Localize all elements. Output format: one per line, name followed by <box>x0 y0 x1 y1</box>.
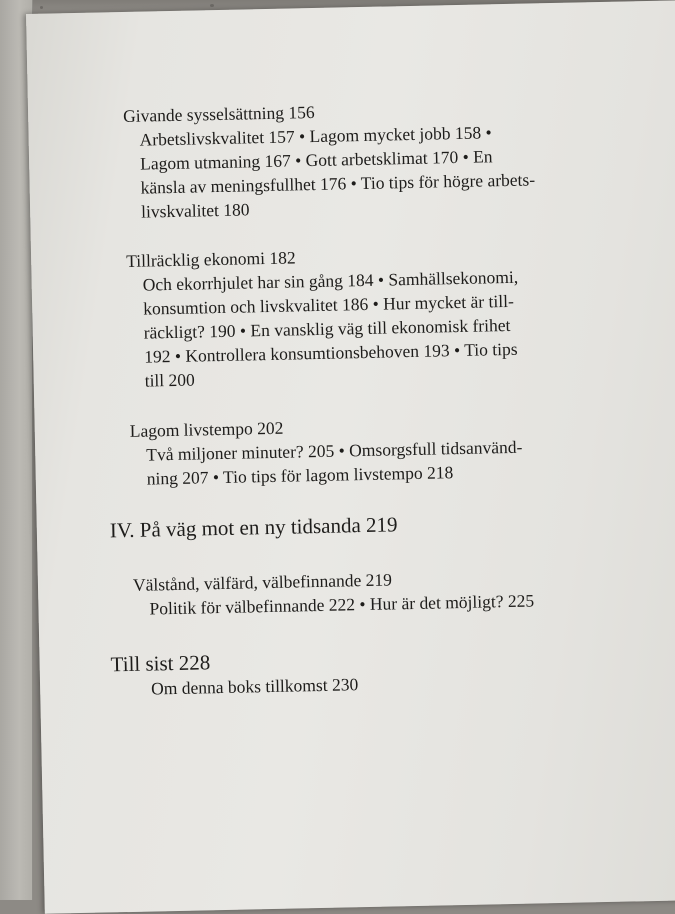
section-title: Lagom livstempo 202 <box>129 417 284 441</box>
table-of-contents <box>109 92 675 701</box>
section-title: Välstånd, välfärd, välbefinnande 219 <box>132 569 393 595</box>
subentry-line: Politik för välbefinnande 222 • Hur är det möjligt? 225 <box>149 590 535 619</box>
subentry-line: Och ekorrhjulet har sin gång 184 • Samhällsekonomi, <box>142 266 519 295</box>
part-title: Till sist 228 <box>110 650 211 677</box>
toc-section-tillracklig-ekonomi <box>126 237 675 393</box>
toc-section-valstand <box>133 561 675 621</box>
part-title: IV. På väg mot en ny tidsanda 219 <box>109 512 398 543</box>
toc-section-givande-sysselsattning <box>123 92 675 224</box>
toc-section-till-sist <box>110 639 675 701</box>
section-title: Givande sysselsättning 156 <box>122 101 315 126</box>
subentry-line: Arbetslivskvalitet 157 • Lagom mycket jobb 158 • <box>139 122 492 150</box>
section-title: Tillräcklig ekonomi 182 <box>125 247 296 271</box>
book-page <box>26 0 675 914</box>
subentry-line: 192 • Kontrollera konsumtionsbehoven 193 • Tio tips <box>143 338 518 367</box>
subentry-line: konsumtion och livskvalitet 186 • Hur mycket är till- <box>142 290 514 319</box>
toc-section-lagom-livstempo <box>130 407 675 491</box>
section-subentries <box>142 261 675 392</box>
subentry-line: ning 207 • Tio tips för lagom livstempo 218 <box>146 462 454 489</box>
toc-part-iv <box>109 505 675 543</box>
subentry-line: känsla av meningsfullhet 176 • Tio tips för högre arbets- <box>140 169 536 198</box>
subentry-line: Två miljoner minuter? 205 • Omsorgsfull tidsanvänd- <box>146 436 523 465</box>
subentry-line: Lagom utmaning 167 • Gott arbetsklimat 170 • En <box>139 146 493 174</box>
subentry-line: till 200 <box>144 369 195 391</box>
section-subentries <box>146 431 675 490</box>
subentry-line: räckligt? 190 • En vansklig väg till ekonomisk frihet <box>143 314 511 343</box>
subentry-line: livskvalitet 180 <box>140 199 250 222</box>
section-subentries <box>139 116 675 223</box>
subentry-line: Om denna boks tillkomst 230 <box>150 674 359 699</box>
